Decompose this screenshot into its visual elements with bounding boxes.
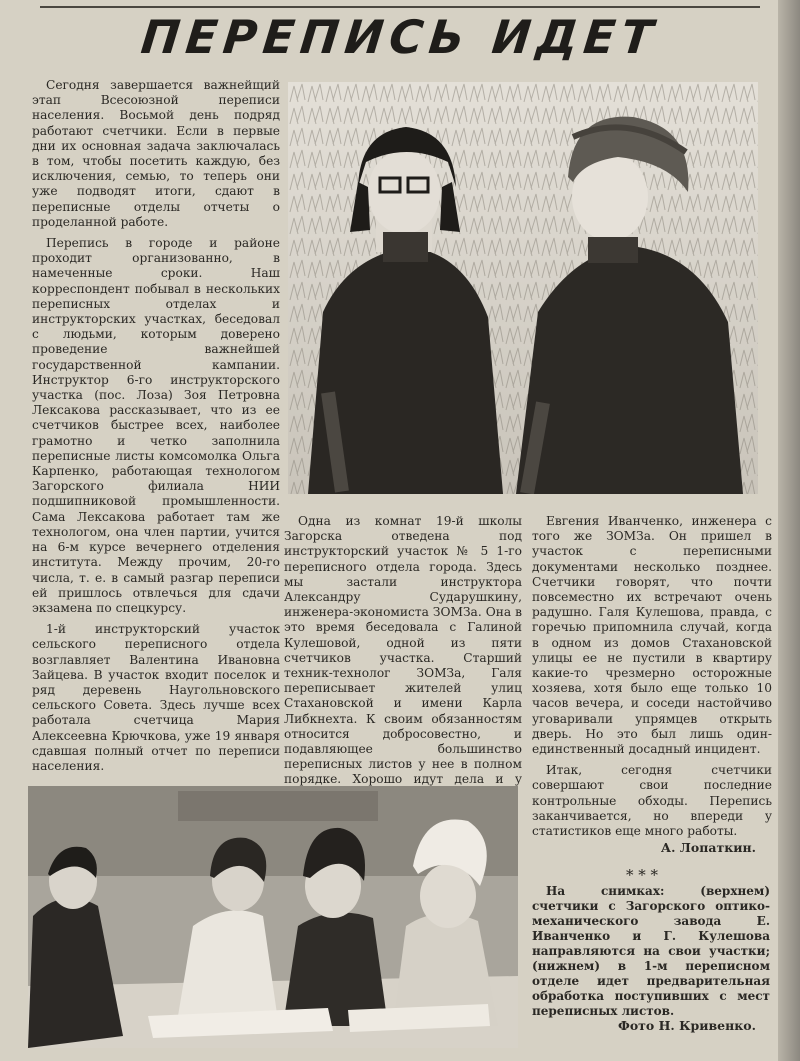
top-photo [288, 82, 758, 494]
article-column-1 [32, 78, 280, 773]
paragraph: 1-й инструкторский участок сельского переписного отдела возглавляет Валентина Ивановна Зайцева. В участок входит поселок и ряд деревень Наугольновского сельского Совета. Здесь лучше всех работала счетчица Мария Алексеевна Крючкова, уже 19 января сдавшая полный отчет по переписи населения. [32, 622, 280, 773]
paragraph: Перепись в городе и районе проходит организованно, в намеченные сроки. Наш корреспондент побывал в нескольких переписных отделах и инструкторских участках, беседовал с людьми, которым доверено проведение важнейшей государственной кампании. Инструктор 6-го инструкторского участка (пос. Лоза) Зоя Петровна Лексакова рассказывает, что из ее счетчиков быстрее всех, наиболее грамотно и четко заполнила переписные листы комсомолка Ольга Карпенко, работающая технологом Загорского филиала НИИ подшипниковой промышленности. Сама Лексакова работает там же технологом, она член партии, учится на 6-м курсе вечернего отделения института. Между прочим, 20-го числа, т. е. в самый разгар переписи ей пришлось отвлечься для сдачи экзамена по спецкурсу. [32, 236, 280, 615]
caption-text: На снимках: (верхнем) счетчики с Загорского оптико-механического завода Е. Иванченко и Г. Кулешова направляются на свои участки; (нижнем) в 1-м переписном отделе идет предварительная обработка поступивших с мест переписных листов. [532, 884, 770, 1018]
paragraph: Сегодня завершается важнейщий этап Всесоюзной переписи населения. Восьмой день подряд работают счетчики. Если в первые дни их основная задача заключалась в том, чтобы посетить каждую, без исключения, семью, то теперь они уже подводят итоги, сдают в переписные отделы отчеты о проделанной работе. [32, 78, 280, 229]
photo-credit: Фото Н. Кривенко. [617, 1018, 756, 1033]
page-edge-shadow [778, 0, 800, 1061]
paragraph: Итак, сегодня счетчики совершают свои последние контрольные обходы. Перепись заканчивается, но впереди у статистиков еще много работы. [532, 763, 772, 839]
author-signature: А. Лопаткин. [660, 840, 756, 855]
article-column-2 [284, 514, 522, 787]
bottom-photo [28, 786, 518, 1048]
photo-caption [532, 884, 770, 1019]
paragraph: Одна из комнат 19-й школы Загорска отведена под инструкторский участок № 5 1-го переписного отдела города. Здесь мы застали инструктора Александру Сударушкину, инженера-экономиста ЗОМЗа. Она в это время беседовала с Галиной Кулешовой, одной из пяти счетчиков участка. Старший техник-технолог ЗОМЗа, Галя переписывает жителей улиц Стахановской и имени Карла Либкнехта. К своим обязанностям относится добросовестно, и подавляющее большинство переписных листов у нее в полном порядке. Хорошо идут дела и у [284, 514, 522, 787]
article-column-3 [532, 514, 772, 839]
headline: ПЕРЕПИСЬ ИДЕТ [138, 10, 662, 64]
separator-asterisks: * * * [626, 866, 659, 884]
top-rule [40, 6, 760, 8]
paragraph: Евгения Иванченко, инженера с того же ЗОМЗа. Он пришел в участок с переписными документами несколько позднее. Счетчики говорят, что почти повсеместно их встречают очень радушно. Галя Кулешова, правда, с горечью припомнила случай, когда в одном из домов Стахановской улицы ее не пустили в квартиру какие-то чрезмерно осторожные хозяева, хотя было еще только 10 часов вечера, и соседи настойчиво уговаривали упрямцев открыть дверь. Но это был лишь один-единственный досадный инцидент. [532, 514, 772, 757]
